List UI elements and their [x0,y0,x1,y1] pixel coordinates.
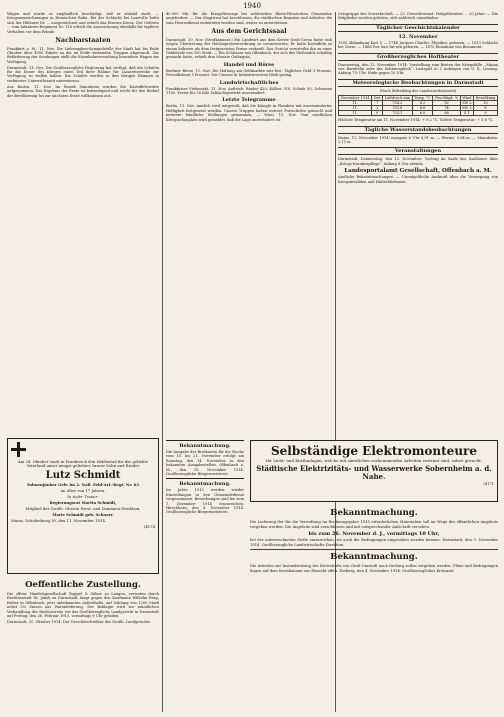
ad-body: für Licht- und Kraftanlagen, welche mit sämtlichen vorkommenden Arbeiten vertraut sind, sofort gesucht. [265,458,482,463]
mourner-note: Mitglied der Großh. Oberen Forst- und Domänen-Direktion, [25,506,141,512]
table-cell: SW 2 [462,101,472,106]
public-summons-title: Oeffentliche Zustellung. [25,580,141,590]
table-cell: 11. [339,101,372,106]
table-cell: 4.2 [412,101,432,106]
table-cell: S 1 [460,111,473,116]
weather-col-header: Luftdruck mm [382,96,412,101]
table-cell: 7 [372,101,383,106]
section-heading-court: Aus dem Gerichtssaal [211,28,287,36]
table-cell: 8 [473,106,497,111]
notice-title: Bekanntmachung. [330,552,418,562]
death-notice-intro: Am 28. Oktober starb in Frankreich den Heldentod für das geliebte Vaterland unser innigst geliebter, braver Sohn und Bruder [17,458,149,469]
water-heading: Tägliche Wasserstandsbeobachtungen [338,126,498,134]
table-cell: 8.6 [412,106,432,111]
article-paragraph: Darmstadt, 11. Nov. Die Großherzogliche Regierung hat verfügt, daß die Schulen für die Dauer des Krieges einen Teil ihrer Räume für Lazarettzwecke zur Verfügung zu stellen haben. Die Schüler werden in den übrigen Räumen in verkürzter Unterrichtszeit unterwiesen. [7,65,159,83]
theater-text: Donnerstag, den 12. November 1914: Vorstellung zum Besten der Kriegshilfe. „Minna von Barnhelm oder das Soldatenglück“. Lustspiel in 5 Aufzügen von G. E. Lessing. Anfang 7½ Uhr. Ende gegen 10 Uhr. [338,62,498,76]
telegram-report: Berlin, 11. Nov. Amtlich wird mitgeteilt, daß die Kämpfe in Flandern mit unverminderter Heftigkeit fortgesetzt werden. Unsere Truppen haben weitere Fortschritte gemacht und mehrere feindliche Stellungen genommen. — Wien, 11. Nov. Vom nördlichen Kriegsschauplatz wird gemeldet, daß die Lage unverändert ist. [166,104,332,122]
public-summons [7,578,159,626]
table-cell: 88 [433,111,461,116]
column-middle [166,12,332,124]
weather-note: (Nach Mitteilung der Landeswetterwarte) [379,88,457,93]
deceased-age: im Alter von 17 Jahren. [60,487,106,493]
ad-firm: Städtische Elektrizitäts- und Wasserwerke Sobernheim a. d. Nahe. [256,463,492,481]
notice-text: Die Ausgabe der Brotkarten für die Woche vom 15. bis 21. November erfolgt am Samstag, den 14. November, in den bekannten Ausgabestellen. Offenbach a. M., den 10. November 1914. Großherzogliche Bürgermeisterei. [166,450,244,477]
weather-col-header: November 1914 [339,96,372,101]
section-heading-nachbarstaaten: Nachbarstaaten [55,37,111,45]
section-heading-trade: Handel und Börse [223,61,275,68]
ad-reference: (4171 [483,481,494,486]
notice-title: Bekanntmachung. [179,481,231,488]
weather-col-header: Feuchtigk. % [433,96,461,101]
table-cell: 753.8 [382,106,412,111]
table-cell: 6.0 [412,111,432,116]
notice-title: Bekanntmachung. [179,443,231,449]
ad-title: Landesportalamt Gesellschaft, Offenbach a. M. [344,168,492,175]
ad-reference: (4174 [143,524,155,530]
page-number: 1940 [243,2,261,10]
public-summons-text: Die offene Handelsgesellschaft Ruppel & Söhne zu Langen, vertreten durch Rechtsanwalt Dr. Jakob zu Darmstadt, klagt gegen den Kaufmann Wilhelm Berg, früher in Offenbach, jetzt unbekannten Aufenthalts, auf Zahlung von 1200 Mark nebst 5% Zinsen aus Warenlieferung. Der Beklagte wird zur mündlichen Verhandlung des Rechtsstreits vor das Großherzogliche Landgericht in Darmstadt auf Freitag, den 26. Februar 1915, vormittags 9 Uhr geladen. [7,592,159,619]
iron-cross-icon [11,442,26,457]
table-cell: 11. [339,106,372,111]
death-notice [7,438,159,574]
mourner-name: Marie Schmidt geb. Schnorr. [52,512,114,518]
notice-text: Im Jahre 1915 werden wieder Einstellungen in den Gemeindedienst vorgenommen. Bewerbungen sind bis zum 1. Dezember 1914 einzureichen. Hirschhorn, den 4. November 1914. Großherzogliche Bürgermeisterei. [166,488,244,515]
table-cell: 11. [339,111,372,116]
deceased-rank: Fahnenjunker Gefr. im 2. Naß. Feld-Art.-Regt. Nr. 63 [27,481,139,487]
events-heading: Veranstaltungen [338,147,498,155]
mourner-name: Regierungsrat Martin Schmidt, [49,500,117,506]
mourners-label: In tiefer Trauer: [67,493,99,499]
lead-paragraph: Ortsgruppe der Gewerkschaft. — 23. Gewerbestand: Hofgutbesitzer ... 20 Jahre. — Die Mitglieder werden gebeten, sich zahlreich einzufinden. [338,12,498,21]
table-cell: 10 [473,101,497,106]
table-cell: 9 [372,111,383,116]
column-rule-2 [335,12,336,712]
water-text: Mainz, 12. November 1914: morgens 6 Uhr 0,91 m. — Worms: 0,64 m. — Mannheim: 2,15 m. [338,135,498,145]
column-rule-1 [162,12,163,712]
table-row [339,111,498,116]
calendar-text: 1555 Abdankung Karl V. — 1746 Jacques Charles, Physiker, geboren. — 1813 Schlacht bei Gorze. — 1866 Der Sun Yat-sen geboren. — 1870 Einnahme von Beaumont. [338,40,498,50]
events-text: Darmstadt, Donnerstag, den 12. November: Vortrag im Saale des Saalbaues über „Kriegs-Krankenpflege“. Anfang 8 Uhr abends. [338,157,498,166]
notice-text: Die Lieferung der für die Verwaltung im Rechnungsjahre 1915 erforderlichen Materialien soll im Wege des öffentlichen Angebots vergeben werden. Die Angebote sind verschlossen und mit entsprechender Aufschrift versehen [250,520,498,529]
trade-report: Berliner Börse, 11. Nov. Die Haltung am Geldmarkte war fest. Tägliches Geld 5 Prozent. Privatdiskont 5 Prozent. Der Umsatz in Industriewerten blieb gering. [166,68,332,78]
lead-paragraph: Wagen und wurde so empfindlich beschädigt, daß er alsbald starb. — Kriegsauszeichnungen in Hessischen Ruhn. Bei der Schlacht bei Lunéville hatte sich der Hilfsarzt Dr. ... ausgezeichnet und erhielt das Eiserne Kreuz. Der Gefreite ... vom Infanterie-Regiment Nr. 118 erhielt die Auszeichnung ebenfalls für tapferes Verhalten vor dem Feinde. [7,12,159,34]
weather-col-header: Wind [462,96,472,101]
notice-text: Die Arbeiten zur Instandsetzung der Kreisstraße von Groß-Umstadt nach Dieburg sollen vergeben werden. Pläne und Bedingungen liegen auf dem Kreisbauamt zur Einsicht offen. Dieburg, den 4. November 1914. Großherzogliches Kreisamt. [250,564,498,573]
weather-col-header: Temp. °C [412,96,432,101]
column-right [338,12,498,186]
weather-heading: Meteorologische Beobachtungen in Darmstadt [338,79,498,87]
notice-deadline: bis zum 26. November d. J., vormittags 10 Uhr, [308,530,440,537]
court-report: Darmstadt, 10. Nov. (Strafkammer.) Ein Landwirt aus dem Kreise Groß-Gerau hatte sich wegen Übertretung der Höchstpreisverordnung zu verantworten. Er hatte Kartoffeln zu einem höheren als dem festgesetzten Preise verkauft. Das Gericht verurteilte ihn zu einer Geldstrafe von 100 Mark. — Ein Schlosser aus Offenbach, der sich des Diebstahls schuldig gemacht hatte, erhielt drei Monate Gefängnis. [166,37,332,60]
ad-headline: Selbständige Elektromonteure [270,444,477,458]
section-heading-telegrams: Letzte Telegramme [222,97,276,104]
table-cell: 74 [433,106,461,111]
calendar-date: 12. November [398,33,438,40]
table-cell: 9 [473,111,497,116]
article-paragraph: Aus Baden, 11. Nov. Im Bezirk Mannheim wurden die Kartoffelvorräte aufgenommen. Das Ergebnis der Ernte ist befriedigend und reicht für den Bedarf der Bevölkerung bis zur nächsten Ernte vollkommen aus. [7,84,159,98]
table-cell: 92 [433,101,461,106]
notice-title: Bekanntmachung. [330,508,418,518]
electricians-wanted-ad [250,440,498,502]
column-left [7,12,159,100]
theater-heading: Großherzogliches Hoftheater [338,53,498,61]
deceased-name: Lutz Schmidt [45,469,121,481]
calendar-heading: Täglicher Geschichtskalender [338,24,498,32]
table-cell: 754.2 [382,101,412,106]
weather-table [338,95,498,116]
lead-paragraph: 40.000 Mk. für die Kriegsfürsorge bei zahlreichen Rhein-Hessischen Gemeinden angefordert. — Der Magistrat hat beschlossen, die städtischen Beamten und Arbeiter, die zum Heeresdienst einberufen worden sind, weiter zu unterstützen. [166,12,332,25]
death-notice-place-date: Mainz, Schulenburg 30, den 11. November 1914. [11,518,107,524]
small-notices [166,438,244,516]
weather-col-header: Zeit [373,96,381,101]
article-paragraph: Frankfurt a. M., 11. Nov. Die Liebesgaben-Sammelstelle der Stadt hat bis Ende Oktober über 4000 Pakete an die im Felde stehenden Truppen abgesandt. Zur Beförderung der Sendungen stellt die Eisenbahnverwaltung besondere Wagen zur Verfügung. [7,46,159,64]
weather-col-header: Bewölkung [473,96,497,101]
table-cell: 753.1 [382,111,412,116]
public-summons-signature: Darmstadt, 31. Oktober 1914. Der Gerichtsschreiber des Großh. Landgerichts. [7,619,152,624]
ad-text: Amtliche Bekanntmachungen. — Unentgeltliche Auskunft über die Versorgung von Kriegsinvaliden und Hinterbliebenen. [338,175,498,184]
table-cell: 2 [372,106,383,111]
notice-text: bei der unterzeichneten Stelle einzureichen, wo auch die Bedingungen eingesehen werden können. Darmstadt, den 9. November 1914. Großherzogliche Landwirtschafts-Direktion. [250,538,498,547]
right-notices [250,506,498,575]
weather-summary: Höchste Temperatur am 11. November 1914: + 9.2 °C. Tiefste Temperatur: + 3.8 °C. [338,118,494,123]
farming-report: Frankfurter Viehmarkt, 11. Nov. Auftrieb: Rinder 420, Kälber 310, Schafe 95, Schweine 1100. Preise für 50 Kilo Schlachtgewicht unverändert. [166,86,332,95]
section-heading-farming: Landwirtschaftliches [219,79,279,86]
table-cell: SW 3 [462,106,472,111]
